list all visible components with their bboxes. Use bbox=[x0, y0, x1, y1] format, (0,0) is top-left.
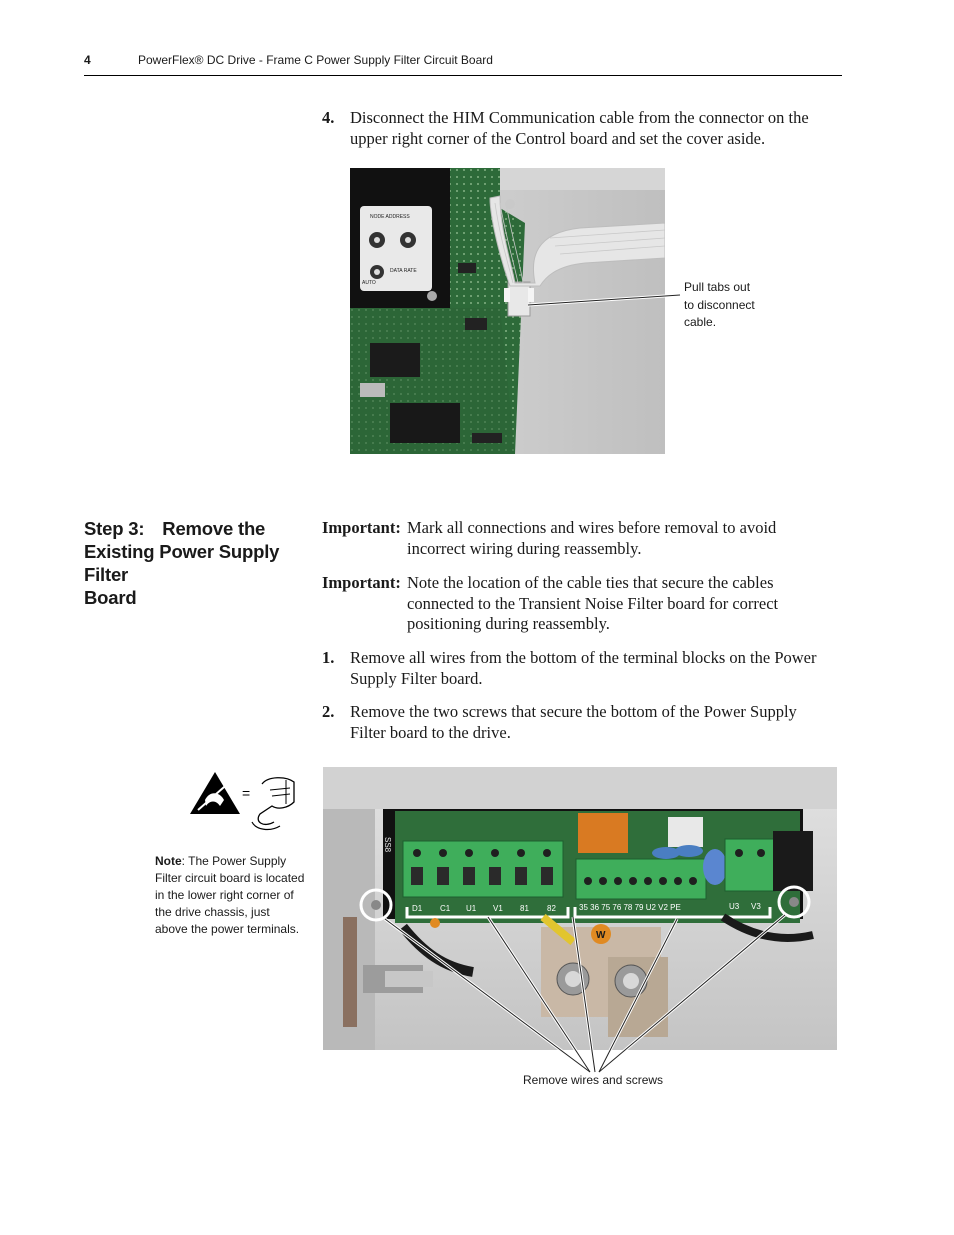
step3-heading bbox=[84, 517, 314, 609]
note-line4: the drive chassis, just bbox=[155, 905, 270, 919]
control-board-illustration bbox=[350, 168, 665, 454]
step4-line2: upper right corner of the Control board and set the cover aside. bbox=[350, 128, 766, 148]
terminal-label-d1: D1 bbox=[412, 904, 423, 913]
important1-line2: incorrect wiring during reassembly. bbox=[407, 538, 642, 558]
note-line1: : The Power Supply bbox=[181, 854, 287, 868]
step3-label: Step 3: bbox=[84, 518, 145, 539]
pull-tabs-callout-line2: to disconnect bbox=[684, 297, 755, 312]
remove-wires-leader-lines bbox=[323, 767, 837, 1087]
header-rule bbox=[84, 75, 842, 76]
important2-text bbox=[407, 573, 847, 635]
terminal-label-v1: V1 bbox=[493, 904, 503, 913]
important2-label: Important: bbox=[322, 573, 401, 592]
item2-text bbox=[350, 702, 850, 743]
important1-line1: Mark all connections and wires before removal to avoid bbox=[407, 518, 777, 537]
terminal-label-c1: C1 bbox=[440, 904, 451, 913]
step3-title-line3: Board bbox=[84, 587, 137, 608]
terminal-label-v3: V3 bbox=[751, 902, 761, 911]
terminal-label-82: 82 bbox=[547, 904, 556, 913]
w-marker-label: W bbox=[596, 930, 606, 941]
board-code-label: SS8 bbox=[383, 837, 392, 853]
terminal-label-mid: 35 36 75 76 78 79 U2 V2 PE bbox=[579, 903, 681, 912]
note-label: Note bbox=[155, 854, 182, 868]
note-line5: above the power terminals. bbox=[155, 922, 300, 936]
him-cable-photo bbox=[350, 168, 665, 454]
item2-line1: Remove the two screws that secure the bottom of the Power Supply bbox=[350, 702, 797, 721]
item1-line1: Remove all wires from the bottom of the terminal blocks on the Power bbox=[350, 648, 817, 667]
important2-line3: positioning during reassembly. bbox=[407, 614, 610, 633]
step4-number: 4. bbox=[322, 108, 335, 127]
terminal-label-u1: U1 bbox=[466, 904, 477, 913]
item1-number: 1. bbox=[322, 648, 335, 667]
pull-tabs-callout-line3: cable. bbox=[684, 315, 717, 329]
node-address-label: NODE ADDRESS bbox=[370, 214, 410, 220]
item2-line2: Filter board to the drive. bbox=[350, 722, 511, 742]
running-header-title: PowerFlex® DC Drive - Frame C Power Supply Filter Circuit Board bbox=[138, 53, 493, 67]
step4-text bbox=[350, 108, 840, 149]
page-number: 4 bbox=[84, 53, 91, 67]
step3-title-line1: Remove the bbox=[162, 518, 266, 539]
important2-line1: Note the location of the cable ties that secure the cables bbox=[407, 573, 774, 592]
svg-text:=: = bbox=[242, 785, 251, 801]
pull-tabs-callout bbox=[684, 279, 755, 332]
pull-tabs-callout-line1: Pull tabs out bbox=[684, 280, 751, 294]
note-line2: Filter circuit board is located bbox=[155, 871, 305, 885]
terminal-label-u3: U3 bbox=[729, 902, 740, 911]
location-note bbox=[155, 853, 305, 938]
item1-text bbox=[350, 648, 850, 689]
remove-wires-callout: Remove wires and screws bbox=[523, 1073, 664, 1087]
terminal-label-81: 81 bbox=[520, 904, 529, 913]
important2-line2: connected to the Transient Noise Filter board for correct bbox=[407, 593, 779, 613]
item1-line2: Supply Filter board. bbox=[350, 668, 483, 688]
auto-label: AUTO bbox=[362, 280, 376, 286]
data-rate-label: DATA RATE bbox=[390, 268, 417, 274]
esd-warning-icon bbox=[190, 770, 300, 840]
step4-line1: Disconnect the HIM Communication cable from the connector on the bbox=[350, 108, 809, 127]
pull-tabs-leader-line bbox=[520, 290, 682, 310]
step3-title-line2: Existing Power Supply Filter bbox=[84, 541, 280, 585]
important1-label: Important: bbox=[322, 518, 401, 537]
item2-number: 2. bbox=[322, 702, 335, 721]
note-line3: in the lower right corner of bbox=[155, 888, 294, 902]
important1-text bbox=[407, 518, 847, 559]
